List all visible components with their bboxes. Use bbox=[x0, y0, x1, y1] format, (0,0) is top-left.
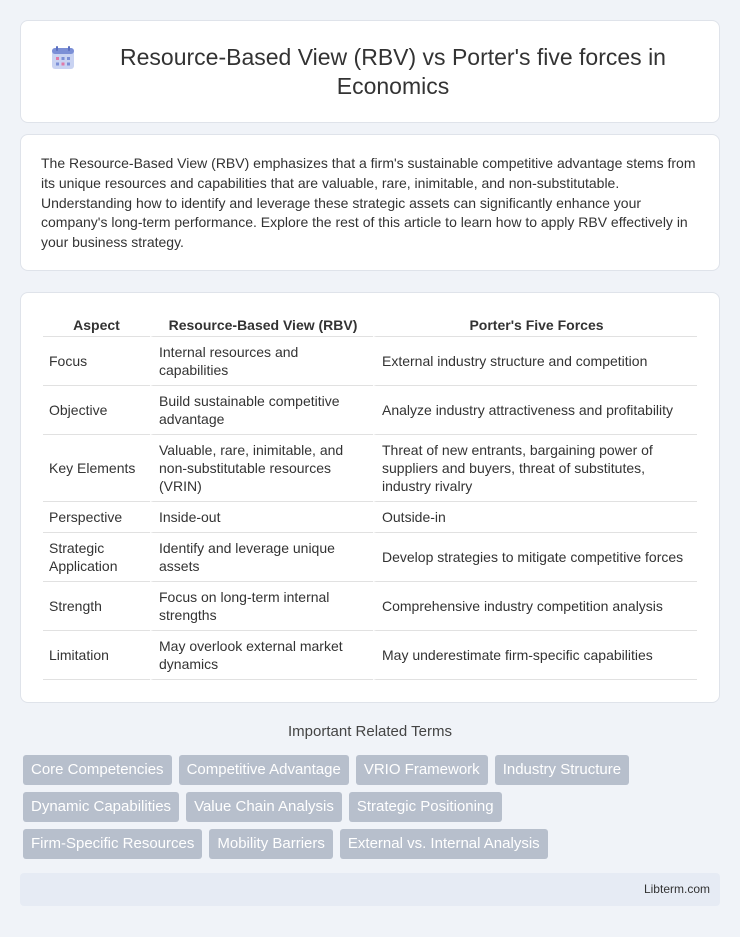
tag-industry-structure[interactable]: Industry Structure bbox=[495, 755, 629, 785]
intro-card bbox=[20, 134, 720, 271]
table-row bbox=[43, 337, 697, 386]
cell-porter: Develop strategies to mitigate competitive forces bbox=[373, 533, 697, 582]
cell-rbv: Identify and leverage unique assets bbox=[150, 533, 373, 582]
header-porter: Porter's Five Forces bbox=[373, 314, 697, 337]
cell-aspect: Strength bbox=[43, 582, 150, 631]
tag-row bbox=[23, 755, 723, 792]
comparison-table bbox=[43, 314, 697, 680]
header-rbv: Resource-Based View (RBV) bbox=[150, 314, 373, 337]
table-header-row bbox=[43, 314, 697, 337]
tag-row bbox=[23, 829, 723, 866]
tag-vrio-framework[interactable]: VRIO Framework bbox=[356, 755, 488, 785]
tag-value-chain-analysis[interactable]: Value Chain Analysis bbox=[186, 792, 342, 822]
cell-aspect: Perspective bbox=[43, 502, 150, 533]
footer bbox=[20, 873, 720, 906]
cell-aspect: Limitation bbox=[43, 631, 150, 680]
intro-paragraph: The Resource-Based View (RBV) emphasizes that a firm's sustainable competitive advantage stems from its unique resources and capabilities that are valuable, rare, inimitable, and non-substitutable. Understanding how to identify and leverage these strategic assets can significantly enhance your company's long-term performance. Explore the rest of this article to learn how to apply RBV effectively in your business strategy. bbox=[41, 155, 696, 251]
title-card bbox=[20, 20, 720, 123]
table-row bbox=[43, 502, 697, 533]
tag-mobility-barriers[interactable]: Mobility Barriers bbox=[209, 829, 333, 859]
cell-porter: May underestimate firm-specific capabilities bbox=[373, 631, 697, 680]
cell-rbv: Internal resources and capabilities bbox=[150, 337, 373, 386]
table-row bbox=[43, 533, 697, 582]
table-row bbox=[43, 386, 697, 435]
table-row bbox=[43, 631, 697, 680]
table-row bbox=[43, 435, 697, 502]
cell-porter: Outside-in bbox=[373, 502, 697, 533]
calendar-grid-icon bbox=[50, 45, 76, 71]
table-row bbox=[43, 582, 697, 631]
cell-porter: External industry structure and competition bbox=[373, 337, 697, 386]
tag-competitive-advantage[interactable]: Competitive Advantage bbox=[179, 755, 349, 785]
tag-dynamic-capabilities[interactable]: Dynamic Capabilities bbox=[23, 792, 179, 822]
tag-row bbox=[23, 792, 723, 829]
page-title: Resource-Based View (RBV) vs Porter's five forces in Economics bbox=[120, 43, 666, 99]
cell-aspect: Focus bbox=[43, 337, 150, 386]
related-terms-heading: Important Related Terms bbox=[288, 723, 452, 740]
comparison-card bbox=[20, 292, 720, 703]
tag-firm-specific-resources[interactable]: Firm-Specific Resources bbox=[23, 829, 202, 859]
tag-core-competencies[interactable]: Core Competencies bbox=[23, 755, 172, 785]
tag-external-vs-internal-analysis[interactable]: External vs. Internal Analysis bbox=[340, 829, 548, 859]
cell-rbv: Focus on long-term internal strengths bbox=[150, 582, 373, 631]
cell-rbv: May overlook external market dynamics bbox=[150, 631, 373, 680]
cell-rbv: Build sustainable competitive advantage bbox=[150, 386, 373, 435]
footer-site-link[interactable]: Libterm.com bbox=[643, 882, 710, 896]
cell-porter: Analyze industry attractiveness and profitability bbox=[373, 386, 697, 435]
header-aspect: Aspect bbox=[43, 314, 150, 337]
title-wrap bbox=[50, 43, 690, 101]
cell-aspect: Objective bbox=[43, 386, 150, 435]
cell-aspect: Strategic Application bbox=[43, 533, 150, 582]
cell-aspect: Key Elements bbox=[43, 435, 150, 502]
cell-porter: Comprehensive industry competition analysis bbox=[373, 582, 697, 631]
tag-strategic-positioning[interactable]: Strategic Positioning bbox=[349, 792, 502, 822]
related-terms-tags bbox=[23, 755, 723, 866]
cell-porter: Threat of new entrants, bargaining power of suppliers and buyers, threat of substitutes, industry rivalry bbox=[373, 435, 697, 502]
cell-rbv: Valuable, rare, inimitable, and non-substitutable resources (VRIN) bbox=[150, 435, 373, 502]
cell-rbv: Inside-out bbox=[150, 502, 373, 533]
